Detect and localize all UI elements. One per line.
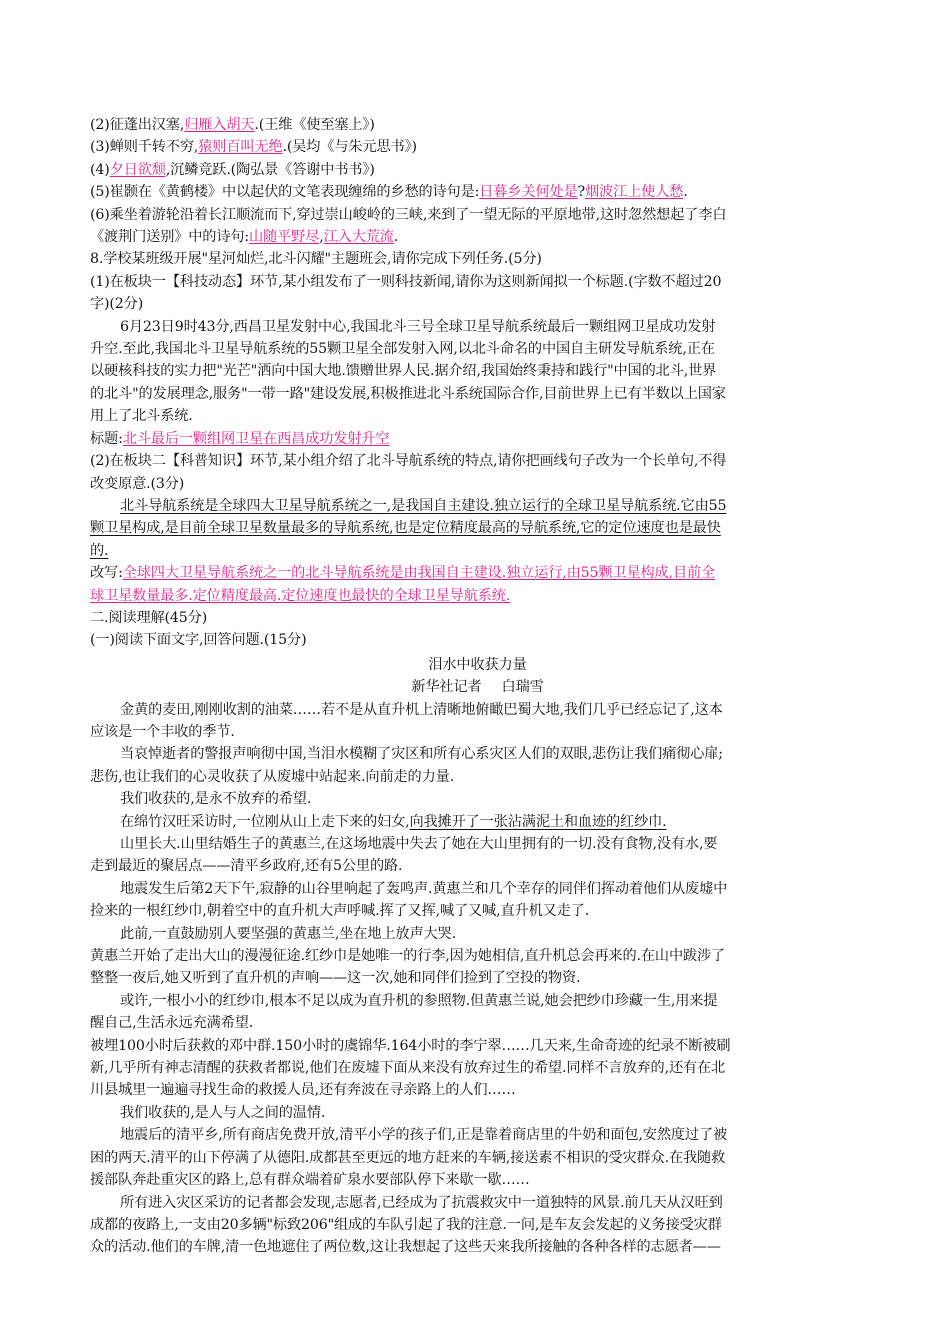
paragraph-line: 川县城里一遍遍寻找生命的救援人员,还有奔波在寻亲路上的人们…… [90,1082,516,1099]
byline-org: 新华社记者 [411,679,482,696]
item-number: (6) [90,206,110,223]
section-heading: 二.阅读理解(45分) [90,609,208,626]
rewrite-answer-cont [90,585,865,607]
answer-label: 改写: [90,565,123,582]
paragraph-line: 所有进入灾区采访的记者都会发现,志愿者,已经成为了抗震救灾中一道独特的风景.前几天从汉旺到 [120,1194,723,1211]
paragraph-line: 地震发生后第2天下午,寂静的山谷里响起了轰鸣声.黄惠兰和几个幸存的同伴们挥动着他们从废墟中 [120,880,728,897]
news-line: 6月23日9时43分,西昌卫星发射中心,我国北斗三号全球卫星导航系统最后一颗组网卫星成功发射 [120,318,716,335]
paragraph-line: 山里长大.山里结婚生子的黄惠兰,在这场地震中失去了她在大山里拥有的一切.没有食物,没有水,要 [120,836,718,852]
task1-prompt: (1)在板块一【科技动态】环节,某小组发布了一则科技新闻,请你为这则新闻拟一个标题.(字数不超过20 [90,273,722,290]
article-body [90,699,865,1259]
question-text: 乘坐着游轮沿着长江顺流而下,穿过崇山峻岭的三峡,来到了一望无际的平原地带,这时忽然想起了李白 [109,206,727,223]
poem-source: ,沉鳞竞跃.(陶弘景《答谢中书书》) [165,161,375,178]
news-passage [90,316,865,428]
poetry-item-4 [90,159,865,181]
news-line: 升空.至此,我国北斗卫星导航系统的55颗卫星全部发射入网,以北斗命名的中国自主研发导航系统,正在 [90,341,715,358]
paragraph-line: 困的两天.清平的山下停满了从德阳.成都甚至更远的地方赶来的车辆,接送素不相识的受灾群众.在我随救 [90,1149,726,1166]
answer-text: 日暮乡关何处是 [479,184,578,201]
rewrite-answer [90,562,865,584]
news-line: 以硬核科技的实力把"光芒"洒向中国大地.馈赠世界人民.据介绍,我国始终秉持和践行"中国的北斗,世界 [90,363,717,380]
poetry-item-5 [90,181,865,203]
underlined-sentence [90,495,865,562]
item-number: (2) [90,117,110,133]
underlined-text: 北斗导航系统是全球四大卫星导航系统之一,是我国自主建设.独立运行的全球卫星导航系统.它由55 [120,497,727,514]
news-line: 用上了北斗系统. [90,408,193,425]
paragraph-line: 当哀悼逝者的警报声响彻中国,当泪水模糊了灾区和所有心系灾区人们的双眼,悲伤让我们痛彻心扉; [120,746,723,763]
task2-prompt-cont: 改变原意.(3分) [90,475,185,492]
question-text: 《渡荆门送别》中的诗句: [90,229,250,246]
item-number: (4) [90,161,110,178]
answer-text: 全球四大卫星导航系统之一的北斗导航系统是由我国自主建设.独立运行,由55颗卫星构成,目前全 [122,565,716,582]
answer-text: 归雁入胡天 [184,117,255,133]
answer-text: 夕日欲颓 [109,161,166,178]
paragraph-line: 被埋100小时后获救的邓中群.150小时的虞锦华.164小时的李宁翠……几天来,生命奇迹的纪录不断被刷 [90,1037,731,1054]
answer-label: 标题: [90,430,123,447]
answer-text: 北斗最后一颗组网卫星在西昌成功发射升空 [122,430,390,447]
paragraph-line: 成都的夜路上,一支由20多辆"标致206"组成的车队引起了我的注意.一问,是车友会发起的义务接受灾群 [90,1216,722,1233]
part-heading: (一)阅读下面文字,回答问题.(15分) [90,632,307,649]
paragraph-line: 我们收获的,是人与人之间的温情. [120,1104,326,1121]
underlined-text: 的. [90,542,109,559]
item-number: (3) [90,139,110,156]
punctuation: ? [577,184,585,201]
paragraph-line: 黄惠兰开始了走出大山的漫漫征途.红纱巾是她唯一的行李,因为她相信,直升机总会再来的.在山中跋涉了 [90,948,726,965]
task2-prompt: (2)在板块二【科普知识】环节,某小组介绍了北斗导航系统的特点,请你把画线句子改为一个长单句,不得 [90,453,727,470]
paragraph-line: 援部队奔赴重灾区的路上,总有群众端着矿泉水要部队停下来歇一歇…… [90,1172,530,1189]
poem-source: .(吴均《与朱元思书》) [282,139,417,156]
document-page [90,114,865,1259]
underlined-text: 颗卫星构成,是目前全球卫星数量最多的导航系统,也是定位精度最高的导航系统,它的定位速度也是最快 [90,520,721,537]
poem-source: .(王维《使至塞上》) [254,117,375,133]
paragraph-line: 应该是一个丰收的季节. [90,723,235,740]
poetry-item-3 [90,136,865,158]
paragraph-line: 我们收获的,是永不放弃的希望. [120,791,312,808]
paragraph-line [90,811,865,833]
news-line: 的北斗"的发展理念,服务"一带一路"建设发展,积极推进北斗系统国际合作,目前世界上已有半数以上国家 [90,385,726,402]
answer-text: 江入大荒流 [323,229,394,246]
article-byline [90,676,865,698]
task1-prompt-cont: 字)(2分) [90,296,144,313]
paragraph-line: 地震后的清平乡,所有商店免费开放,清平小学的孩子们,正是靠着商店里的牛奶和面包,安然度过了被 [120,1127,728,1144]
poetry-item-6-cont [90,226,865,248]
poetry-item-2 [90,114,865,136]
paragraph-line: 整整一夜后,她又听到了直升机的声响——这一次,她和同伴们捡到了空投的物资. [90,970,581,987]
paragraph-line: 众的活动.他们的车牌,清一色地遮住了两位数,这让我想起了这些天来我所接触的各种各样的志愿者—— [90,1239,721,1256]
question-8-intro: 8.学校某班级开展"星河灿烂,北斗闪耀"主题班会,请你完成下列任务.(5分) [90,251,542,268]
punctuation: . [393,229,399,246]
item-number: (5) [90,184,110,201]
article-title: 泪水中收获力量 [428,656,527,673]
paragraph-line: 捡来的一根红纱巾,朝着空中的直升机大声呼喊.挥了又挥,喊了又喊,直升机又走了. [90,903,590,920]
answer-text: 山随平野尽 [249,229,320,246]
paragraph-text: 在绵竹汉旺采访时,一位刚从山上走下来的妇女, [120,813,410,830]
answer-text: 烟波江上使人愁 [585,184,684,201]
paragraph-line: 醒自己,生活永远充满希望. [90,1015,254,1032]
paragraph-line: 或许,一根小小的红纱巾,根本不足以成为直升机的参照物.但黄惠兰说,她会把纱巾珍藏一生,用来提 [120,992,718,1009]
byline-name: 白瑞雪 [501,679,544,696]
paragraph-line: 此前,一直鼓励别人要坚强的黄惠兰,坐在地上放声大哭. [120,925,456,942]
poem-text: 蝉则千转不穷, [109,139,199,156]
underlined-text: 向我摊开了一张沾满泥土和血迹的红纱巾. [409,813,667,830]
answer-text: 猿则百叫无绝 [198,139,283,156]
answer-text: 球卫星数量最多.定位精度最高.定位速度也最快的全球卫星导航系统. [90,587,511,604]
paragraph-line: 新,几乎所有神志清醒的获救者都说,他们在废墟下面从来没有放弃过生的希望.同样不言放弃的,还有在北 [90,1060,726,1077]
paragraph-line: 悲伤,也让我们的心灵收获了从废墟中站起来.向前走的力量. [90,768,455,785]
paragraph-line: 走到最近的聚居点——清平乡政府,还有5公里的路. [90,858,403,875]
punctuation: . [683,184,688,201]
poetry-item-6 [90,204,865,226]
paragraph-line: 金黄的麦田,刚刚收割的油菜……若不是从直升机上清晰地俯瞰巴蜀大地,我们几乎已经忘记了,这本 [120,701,723,718]
question-text: 崔颢在《黄鹤楼》中以起伏的文笔表现缠绵的乡愁的诗句是: [109,184,480,201]
punctuation: , [319,229,324,246]
poem-text: 征蓬出汉塞, [109,117,185,133]
title-answer [90,428,865,450]
